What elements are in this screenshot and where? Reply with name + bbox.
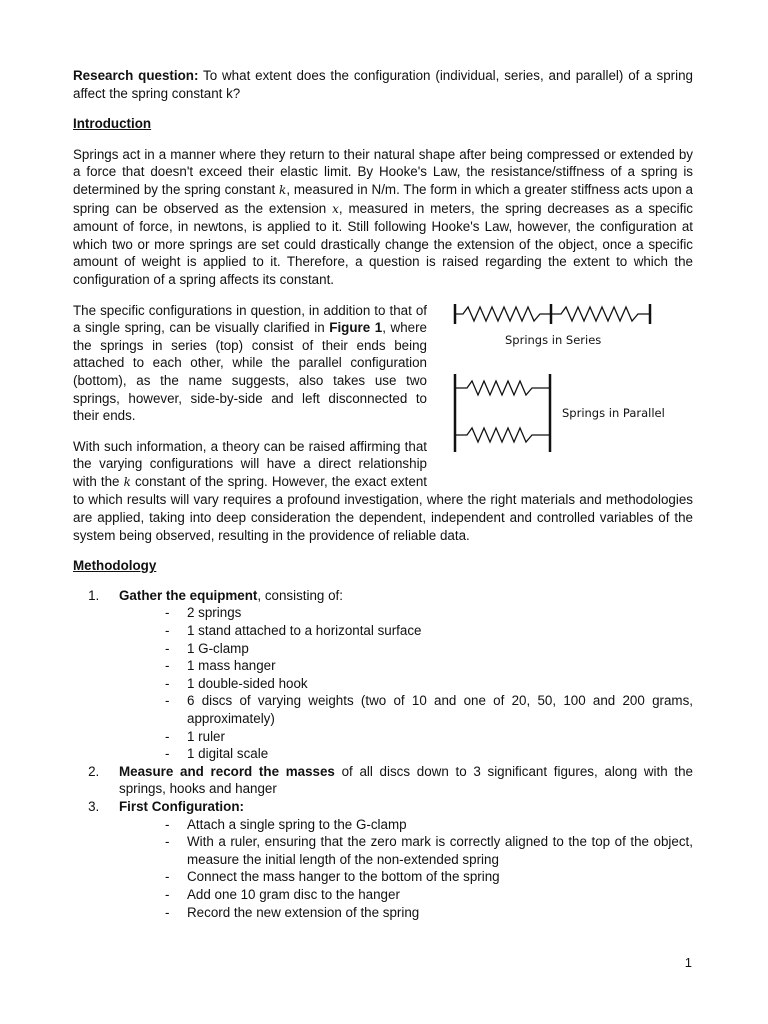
symbol-x: x — [332, 201, 339, 216]
introduction-heading: Introduction — [73, 116, 152, 132]
parallel-label: Springs in Parallel — [562, 405, 665, 420]
research-question-text: To what extent does the configuration (individual, series, and parallel) of a spring affect the spring constant k? — [73, 68, 693, 101]
step-1-rest: , consisting of: — [257, 587, 343, 603]
springs-diagram — [445, 302, 693, 472]
intro-p2-b: , where the springs in series (top) consist of their ends being attached to each other, while the parallel configuration (bottom), as the name suggests, also takes use two springs, however, side-by-side and left disconnected to their ends. — [73, 320, 427, 424]
symbol-k-2: k — [123, 474, 131, 489]
list-item: - 1 stand attached to a horizontal surface — [165, 622, 693, 640]
symbol-k: k — [279, 182, 287, 197]
intro-p1-a: Springs act in a manner where they return to their natural shape after being compressed or extended by a force that doesn't exceed their elastic limit. By Hooke's Law, the resistance/stiffness of a spring is determined by the spring constant — [73, 146, 693, 197]
figure-reference: Figure 1 — [329, 320, 383, 336]
methodology-steps — [73, 587, 693, 921]
intro-p1-c: , measured in meters, the spring decreases as a specific amount of force, in newtons, is applied to it. Still following Hooke's Law, however, the configuration at which two or more springs are set could drastically change the extension of the object, once a specific amount of weight is applied to it. Therefore, a question is raised regarding the extent to which the configuration of a spring affects its constant. — [73, 200, 693, 287]
step-1-title: Gather the equipment — [119, 587, 258, 603]
list-item: - 6 discs of varying weights (two of 10 and one of 20, 50, 100 and 200 grams, approximately) — [165, 692, 693, 727]
list-item: - 2 springs — [165, 604, 693, 622]
document-page — [73, 67, 693, 921]
page-number: 1 — [684, 955, 692, 970]
research-question — [73, 67, 693, 102]
research-question-label: Research question: — [73, 68, 199, 83]
methodology-heading: Methodology — [73, 558, 157, 574]
parallel-springs-drawing — [455, 374, 550, 452]
step-1 — [103, 587, 693, 763]
list-item: - 1 double-sided hook — [165, 675, 693, 693]
figure-1 — [445, 302, 693, 472]
intro-p2-a: The specific configurations in question, in addition to that of a single spring, can be visually clarified in — [73, 302, 427, 336]
intro-paragraph-1 — [73, 146, 693, 289]
list-item: - 1 digital scale — [165, 745, 693, 763]
list-item: - 1 G-clamp — [165, 640, 693, 658]
figure-section — [73, 302, 693, 545]
list-item: - 1 mass hanger — [165, 657, 693, 675]
list-item: - Record the new extension of the spring — [165, 904, 693, 922]
series-label: Springs in Series — [505, 332, 602, 347]
list-item: - With a ruler, ensuring that the zero mark is correctly aligned to the top of the object, measure the initial length of the non-extended spring — [165, 833, 693, 868]
series-springs-drawing — [455, 304, 650, 324]
step-2 — [103, 763, 693, 798]
step-2-title: Measure and record the masses — [119, 763, 335, 779]
equipment-list — [119, 604, 693, 762]
list-item: - Connect the mass hanger to the bottom of the spring — [165, 868, 693, 886]
step-3-title: First Configuration: — [119, 798, 244, 814]
intro-p3-a: With such information, a theory can be raised affirming that the varying configurations will have a direct relationship with the — [73, 438, 427, 489]
step-2-rest: of all discs down to 3 significant figures, along with the springs, hooks and hanger — [119, 763, 693, 797]
config1-list — [119, 816, 693, 922]
list-item: - Add one 10 gram disc to the hanger — [165, 886, 693, 904]
step-3 — [103, 798, 693, 921]
intro-p3-b: constant of the spring. However, the exact extent to which results will vary requires a profound investigation, where the right materials and methodologies are applied, taking into deep consideration the dependent, independent and controlled variables of the system being observed, resulting in the providence of reliable data. — [73, 473, 693, 543]
list-item: - Attach a single spring to the G-clamp — [165, 816, 693, 834]
list-item: - 1 ruler — [165, 728, 693, 746]
intro-p1-b: , measured in N/m. The form in which a greater stiffness acts upon a spring can be observed as the extension — [73, 181, 693, 216]
